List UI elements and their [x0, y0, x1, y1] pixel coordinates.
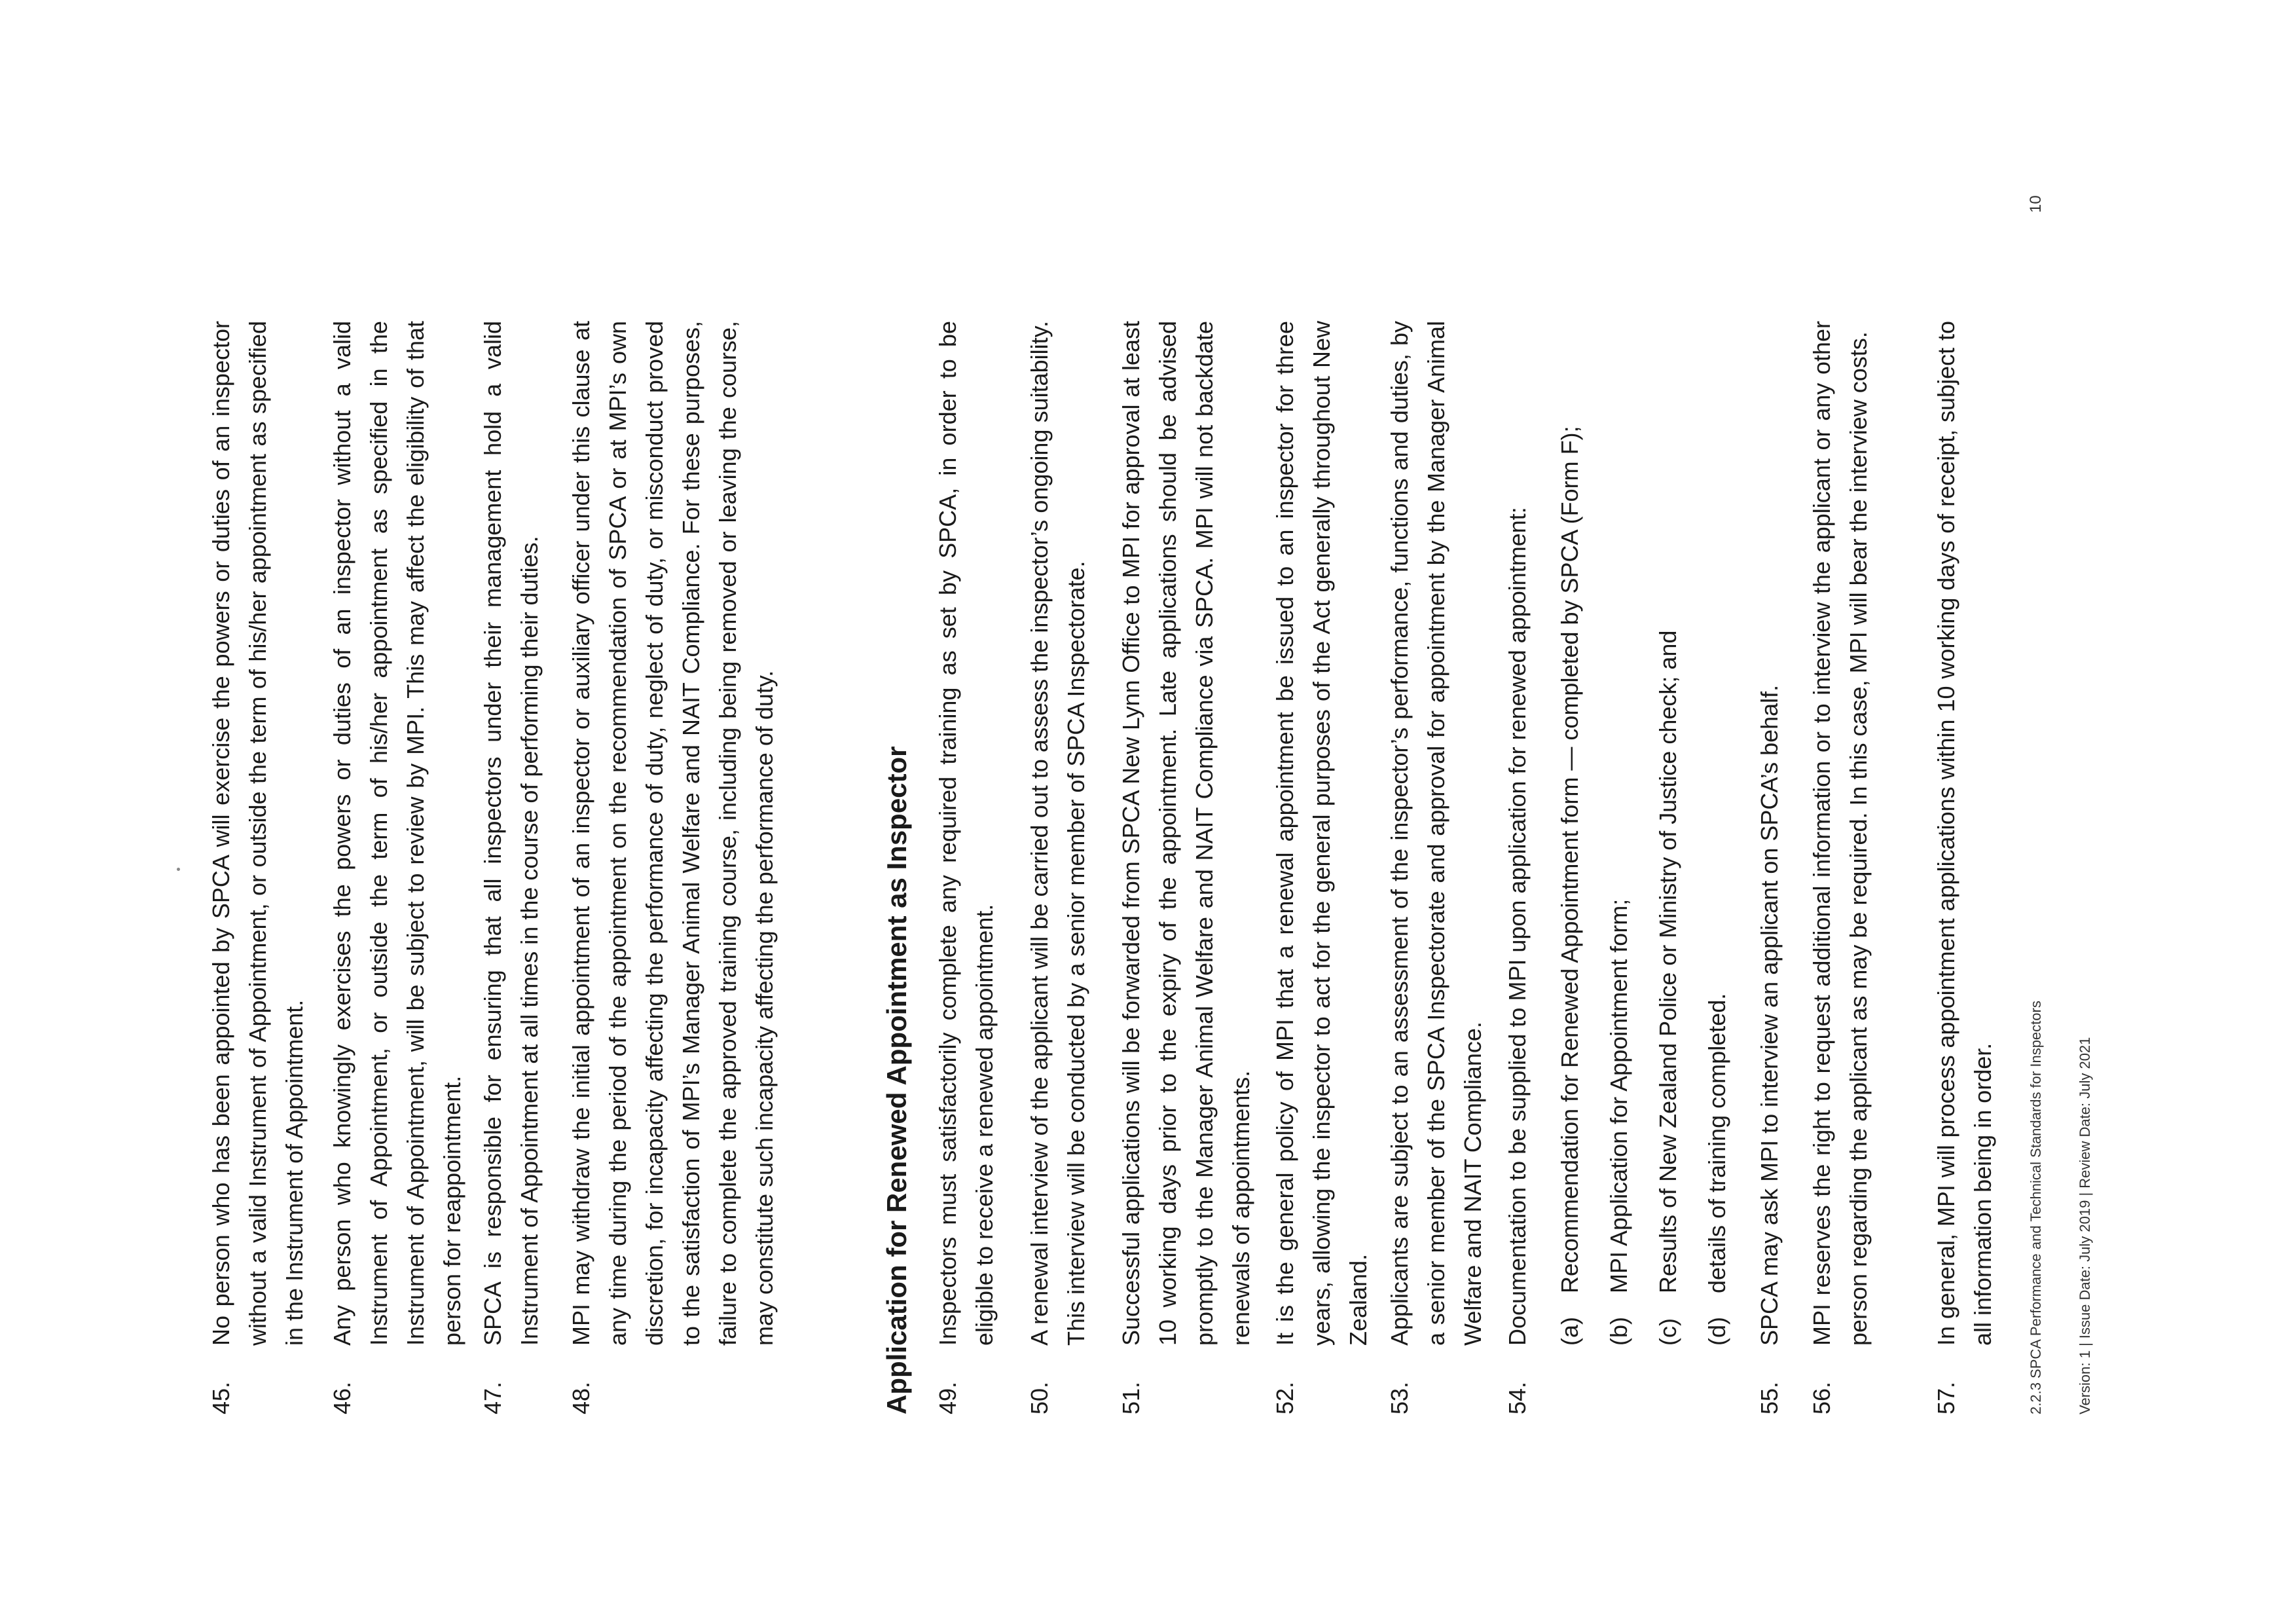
page-number: 10: [2027, 195, 2045, 213]
paragraph-text: MPI may withdraw the initial appointment of an inspector or auxiliary officer under this clause at any time during the period of the appointment on the recommendation of SPCA or at MPI’s own discretion, for incapacity affecting the performance of duty, neglect of duty, or misconduct proved to the satisfaction of MPI’s Manager Animal Welfare and NAIT Compliance. For these purposes, failure to complete the approved training course, including being removed or leaving the course, may constitute such incapacity affecting the performance of duty.: [568, 321, 778, 1346]
paragraph-text: It is the general policy of MPI that a renewal appointment be issued to an inspector for three years, allowing the inspector to act for the general purposes of the Act generally throughout New Zealand.: [1271, 321, 1372, 1346]
paragraph-number: 56.: [1808, 1381, 1835, 1414]
footer-document-title: 2.2.3 SPCA Performance and Technical Standards for Inspectors: [2028, 1001, 2044, 1414]
paragraph-text: SPCA is responsible for ensuring that all inspectors under their management hold a valid Instrument of Appointment at all times in the course of performing their duties.: [479, 321, 543, 1346]
sub-item-text: MPI Application for Appointment form;: [1605, 898, 1632, 1293]
section-heading: Application for Renewed Appointment as Inspector: [881, 746, 912, 1414]
paragraph-number: 53.: [1386, 1381, 1413, 1414]
paragraph-text: Successful applications will be forwarded from SPCA New Lynn Office to MPI for approval at least 10 working days prior to the expiry of the appointment. Late applications should be advised promptly to the Manager Animal Welfare and NAIT Compliance via SPCA. MPI will not backdate renewals of appointments.: [1118, 321, 1254, 1346]
paragraph-number: 45.: [208, 1381, 234, 1414]
sub-item-text: Results of New Zealand Police or Ministry of Justice check; and: [1654, 630, 1681, 1293]
paragraph-number: 57.: [1933, 1381, 1959, 1414]
paragraph-number: 47.: [479, 1381, 506, 1414]
paragraph-text: In general, MPI will process appointment applications within 10 working days of receipt, subject to all information being in order.: [1933, 321, 1996, 1346]
paragraph-text: Applicants are subject to an assessment of the inspector’s performance, functions and duties, by a senior member of the SPCA Inspectorate and approval for appointment by the Manager Animal Welfare and NAIT Compliance.: [1386, 321, 1486, 1346]
paragraph-text: SPCA may ask MPI to interview an applicant on SPCA’s behalf.: [1756, 684, 1783, 1346]
sub-item-letter: (c): [1654, 1318, 1681, 1346]
paragraph-number: 49.: [934, 1381, 961, 1414]
paragraph-number: 52.: [1271, 1381, 1298, 1414]
paragraph-text: Any person who knowingly exercises the powers or duties of an inspector without a valid Instrument of Appointment, or outside the term of his/her appointment as specified in the Instrument of Appointment, will be subject to review by MPI. This may affect the eligibility of that person for reappointment.: [329, 321, 465, 1346]
sub-item-text: Recommendation for Renewed Appointment form — completed by SPCA (Form F);: [1556, 426, 1583, 1293]
paragraph-number: 46.: [329, 1381, 355, 1414]
paragraph-number: 48.: [568, 1381, 594, 1414]
paragraph-text: Inspectors must satisfactorily complete any required training as set by SPCA, in order to be eligible to receive a renewed appointment.: [934, 321, 998, 1346]
paragraph-number: 54.: [1504, 1381, 1531, 1414]
sub-item-text: details of training completed.: [1704, 993, 1730, 1293]
paragraph-text: MPI reserves the right to request additional information or to interview the applicant or any other person regarding the applicant as may be required. In this case, MPI will bear the interview costs.: [1808, 321, 1872, 1346]
paragraph-text: No person who has been appointed by SPCA will exercise the powers or duties of an inspector without a valid Instrument of Appointment, or outside the term of his/her appointment as specified in the Instrument of Appointment.: [208, 321, 308, 1346]
footer-version-info: Version: 1 | Issue Date: July 2019 | Review Date: July 2021: [2077, 1037, 2093, 1414]
paragraph-text: A renewal interview of the applicant will be carried out to assess the inspector’s ongoing suitability. This interview will be conducted by a senior member of SPCA Inspectorate.: [1026, 321, 1089, 1346]
paragraph-number: 51.: [1118, 1381, 1144, 1414]
paragraph-text: Documentation to be supplied to MPI upon application for renewed appointment:: [1504, 507, 1531, 1346]
sub-item-letter: (a): [1556, 1317, 1583, 1346]
paragraph-number: 50.: [1026, 1381, 1053, 1414]
sub-item-letter: (b): [1605, 1317, 1632, 1346]
sub-item-letter: (d): [1704, 1317, 1730, 1346]
paragraph-number: 55.: [1756, 1381, 1783, 1414]
scan-artifact-dot: [177, 868, 180, 871]
